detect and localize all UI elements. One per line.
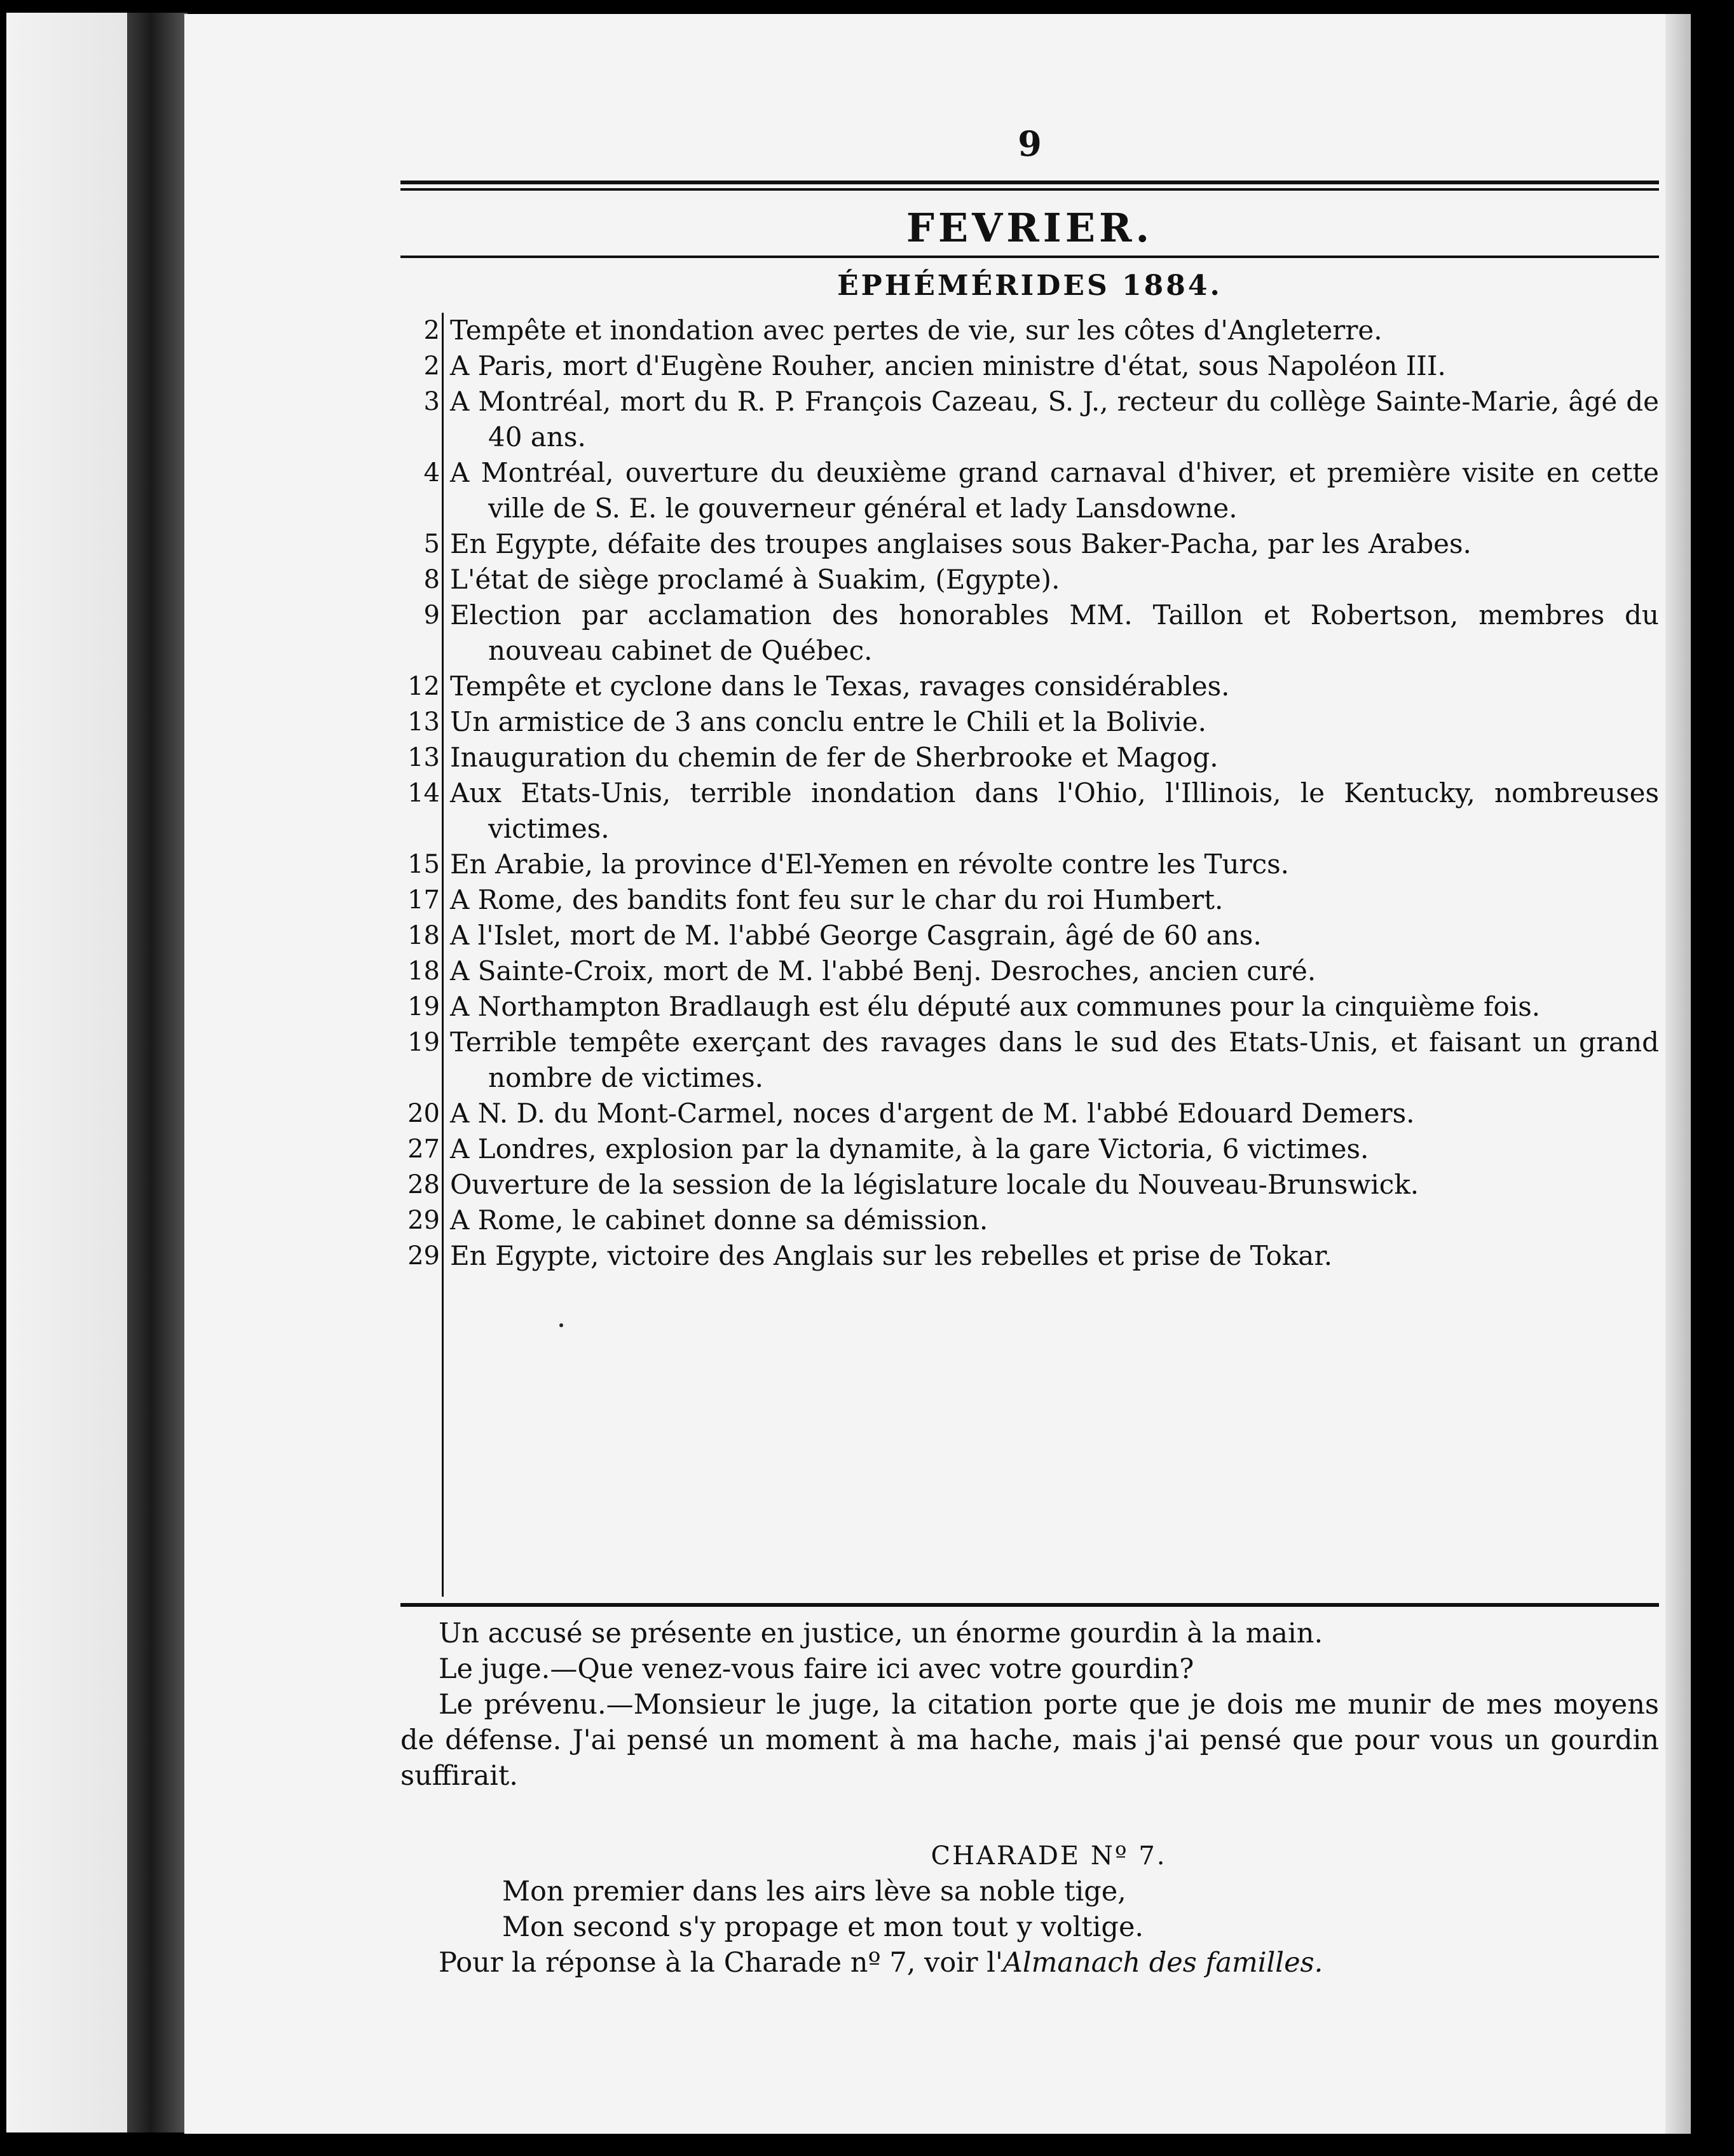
entry-text: A Rome, le cabinet donne sa démission. — [450, 1204, 988, 1236]
entry-text: A Paris, mort d'Eugène Rouher, ancien ministre d'état, sous Napoléon III. — [450, 350, 1446, 381]
entry-day: 3 — [423, 387, 440, 416]
ephemeris-entry — [400, 1131, 1659, 1167]
entry-day: 12 — [407, 672, 440, 701]
entry-text: A l'Islet, mort de M. l'abbé George Casgrain, âgé de 60 ans. — [450, 920, 1262, 951]
charade — [400, 1838, 1659, 1981]
entry-text: A Northampton Bradlaugh est élu député aux communes pour la cinquième fois. — [450, 991, 1541, 1022]
ephemeris-entry — [400, 597, 1659, 669]
page-right-edge — [1665, 14, 1691, 2134]
entry-day: 4 — [423, 458, 440, 488]
section-title: ÉPHÉMÉRIDES 1884. — [837, 270, 1222, 302]
ephemeris-entry — [400, 918, 1659, 953]
ephemeris-entry — [400, 704, 1659, 740]
entry-day: 9 — [423, 601, 440, 630]
entry-day: 13 — [407, 743, 440, 772]
ephemeris-entry — [400, 1203, 1659, 1238]
section-end-rule — [400, 1603, 1659, 1607]
ephemeris-entry — [400, 775, 1659, 847]
ephemeris-entry — [400, 384, 1659, 455]
ephemeris-entry — [400, 348, 1659, 384]
header-rule-double — [400, 188, 1659, 191]
ephemeris-entry — [400, 989, 1659, 1025]
charade-verse-1: Mon premier dans les airs lève sa noble tige, — [502, 1876, 1126, 1907]
charade-title: CHARADE Nº 7. — [931, 1841, 1167, 1871]
entry-day: 19 — [407, 992, 440, 1021]
charade-answer-note — [400, 1945, 1659, 1981]
ephemeris-entry — [400, 669, 1659, 704]
ephemeris-entry — [400, 1096, 1659, 1131]
entry-text: Tempête et cyclone dans le Texas, ravages considérables. — [450, 671, 1230, 702]
ephemeris-entry — [400, 455, 1659, 526]
charade-note-text: Pour la réponse à la Charade nº 7, voir l' — [439, 1947, 1003, 1979]
entry-text: En Egypte, défaite des troupes anglaises sous Baker-Pacha, par les Arabes. — [450, 528, 1471, 559]
ephemeris-entry — [400, 1025, 1659, 1096]
charade-verse-2: Mon second s'y propage et mon tout y voltige. — [502, 1911, 1144, 1943]
ephemeris-entry — [400, 1238, 1659, 1274]
ephemeris-entry — [400, 526, 1659, 562]
entry-text: En Arabie, la province d'El-Yemen en révolte contre les Turcs. — [450, 849, 1290, 880]
entry-day: 15 — [407, 850, 440, 879]
entry-text: A Montréal, mort du R. P. François Cazeau, S. J., recteur du collège Sainte-Marie, âgé de 40 ans. — [450, 386, 1659, 453]
ephemerides-list — [400, 313, 1659, 1274]
almanac-page — [184, 14, 1691, 2134]
charade-note-reference: Almanach des familles. — [1002, 1947, 1323, 1979]
entry-day: 28 — [407, 1170, 440, 1199]
book-spine-shadow — [127, 13, 188, 2132]
ephemeris-entry — [400, 1167, 1659, 1203]
entry-day: 8 — [423, 565, 440, 594]
entry-day: 18 — [407, 957, 440, 986]
anecdote-judge: Le juge.—Que venez-vous faire ici avec votre gourdin? — [439, 1653, 1194, 1685]
entry-text: A Rome, des bandits font feu sur le char du roi Humbert. — [450, 884, 1224, 915]
entry-text: Terrible tempête exerçant des ravages dans le sud des Etats-Unis, et faisant un grand nombre de victimes. — [450, 1027, 1659, 1093]
entry-text: Tempête et inondation avec pertes de vie, sur les côtes d'Angleterre. — [450, 315, 1382, 346]
anecdote — [400, 1616, 1659, 1794]
entry-day: 17 — [407, 885, 440, 915]
header-rule — [400, 181, 1659, 184]
ephemeris-entry — [400, 313, 1659, 348]
ephemeris-entry — [400, 847, 1659, 882]
entry-day: 18 — [407, 921, 440, 950]
ephemeris-entry — [400, 953, 1659, 989]
anecdote-intro: Un accusé se présente en justice, un énorme gourdin à la main. — [439, 1618, 1323, 1649]
entry-text: L'état de siège proclamé à Suakim, (Egypte). — [450, 564, 1060, 595]
entry-day: 27 — [407, 1135, 440, 1164]
entry-day: 14 — [407, 779, 440, 808]
entry-day: 20 — [407, 1099, 440, 1128]
entry-text: Election par acclamation des honorables MM. Taillon et Robertson, membres du nouveau cabinet de Québec. — [450, 599, 1659, 666]
entry-text: A Montréal, ouverture du deuxième grand carnaval d'hiver, et première visite en cette ville de S. E. le gouverneur général et lady Lansdowne. — [450, 457, 1659, 524]
anecdote-defendant: Le prévenu.—Monsieur le juge, la citation porte que je dois me munir de mes moyens de défense. J'ai pensé un moment à ma hache, mais j'ai pensé que pour vous un gourdin suffirait. — [400, 1689, 1659, 1792]
entry-text: A Londres, explosion par la dynamite, à la gare Victoria, 6 victimes. — [450, 1133, 1369, 1164]
entry-day: 13 — [407, 707, 440, 737]
entry-text: Ouverture de la session de la législature locale du Nouveau-Brunswick. — [450, 1169, 1419, 1200]
entry-day: 19 — [407, 1028, 440, 1057]
month-title: FEVRIER. — [906, 205, 1154, 251]
entry-text: Un armistice de 3 ans conclu entre le Chili et la Bolivie. — [450, 706, 1206, 737]
entry-day: 2 — [423, 351, 440, 381]
page-number: 9 — [1018, 123, 1042, 164]
print-speck — [559, 1323, 563, 1327]
ephemeris-entry — [400, 740, 1659, 775]
entry-text: Inauguration du chemin de fer de Sherbrooke et Magog. — [450, 742, 1219, 773]
entry-day: 5 — [423, 529, 440, 559]
month-rule — [400, 256, 1659, 258]
entry-day: 29 — [407, 1206, 440, 1235]
entry-day: 2 — [423, 316, 440, 345]
entry-day: 29 — [407, 1241, 440, 1271]
entry-text: A Sainte-Croix, mort de M. l'abbé Benj. Desroches, ancien curé. — [450, 955, 1316, 986]
entry-text: A N. D. du Mont-Carmel, noces d'argent de M. l'abbé Edouard Demers. — [450, 1098, 1415, 1129]
entry-text: Aux Etats-Unis, terrible inondation dans l'Ohio, l'Illinois, le Kentucky, nombreuses victimes. — [450, 777, 1659, 844]
entry-text: En Egypte, victoire des Anglais sur les rebelles et prise de Tokar. — [450, 1240, 1333, 1271]
ephemeris-entry — [400, 562, 1659, 597]
ephemeris-entry — [400, 882, 1659, 918]
